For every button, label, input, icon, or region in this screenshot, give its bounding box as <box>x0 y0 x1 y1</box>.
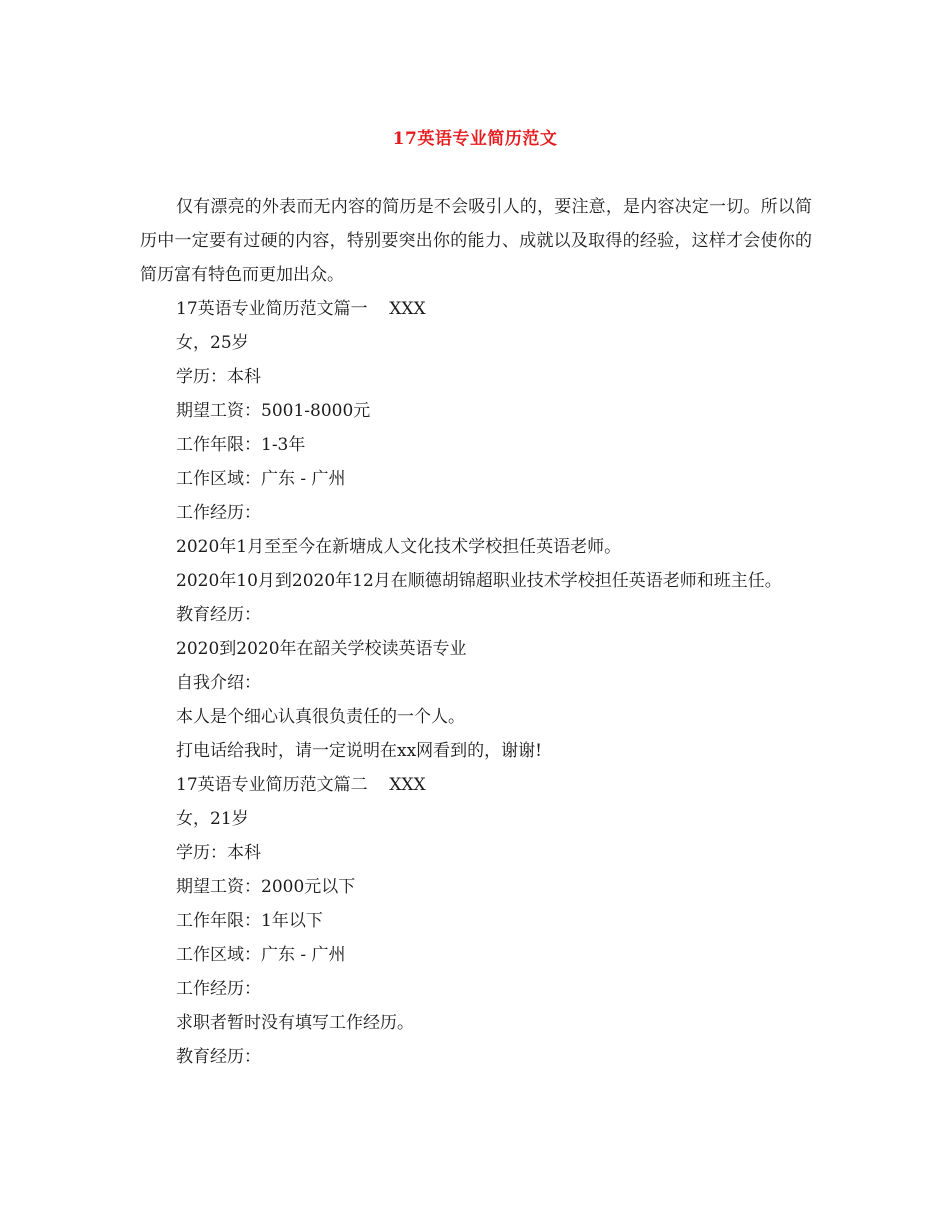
resume-1-gender-age: 女，25岁 <box>176 333 249 353</box>
resume-2-gender-age: 女，21岁 <box>176 809 249 829</box>
resume-1-expected-salary: 期望工资：5001-8000元 <box>176 401 371 421</box>
resume-1-contact-note: 打电话给我时，请一定说明在xx网看到的，谢谢! <box>176 741 543 761</box>
resume-1-self-intro-label: 自我介绍： <box>176 673 261 693</box>
resume-2-expected-salary: 期望工资：2000元以下 <box>176 877 356 897</box>
resume-2-work-years: 工作年限：1年以下 <box>176 911 323 931</box>
resume-2-education-level: 学历：本科 <box>176 843 261 863</box>
resume-2-education-label: 教育经历： <box>176 1047 261 1067</box>
resume-2-heading: 17英语专业简历范文篇二 XXX <box>176 775 426 795</box>
intro-paragraph: 仅有漂亮的外表而无内容的简历是不会吸引人的，要注意，是内容决定一切。所以简历中一定要有过硬的内容，特别要突出你的能力、成就以及取得的经验，这样才会使你的简历富有特色而更加出众。 <box>140 197 812 285</box>
resume-1-work-area: 工作区域：广东 - 广州 <box>176 469 346 489</box>
document-body <box>140 190 812 1074</box>
document-title: 17英语专业简历范文 <box>392 129 558 149</box>
resume-1-work-years: 工作年限：1-3年 <box>176 435 306 455</box>
resume-lines <box>140 292 812 1074</box>
resume-2-work-experience-label: 工作经历： <box>176 979 261 999</box>
resume-1-education-label: 教育经历： <box>176 605 261 625</box>
resume-1-education-level: 学历：本科 <box>176 367 261 387</box>
resume-1-work-experience-label: 工作经历： <box>176 503 261 523</box>
resume-1-heading: 17英语专业简历范文篇一 XXX <box>176 299 426 319</box>
resume-1-education-entry: 2020到2020年在韶关学校读英语专业 <box>176 639 467 659</box>
resume-2-work-area: 工作区域：广东 - 广州 <box>176 945 346 965</box>
resume-1-work-experience-1: 2020年1月至至今在新塘成人文化技术学校担任英语老师。 <box>176 537 622 557</box>
resume-2-work-experience: 求职者暂时没有填写工作经历。 <box>176 1013 414 1033</box>
resume-1-self-intro: 本人是个细心认真很负责任的一个人。 <box>176 707 465 727</box>
resume-1-work-experience-2: 2020年10月到2020年12月在顺德胡锦超职业技术学校担任英语老师和班主任。 <box>176 571 782 591</box>
